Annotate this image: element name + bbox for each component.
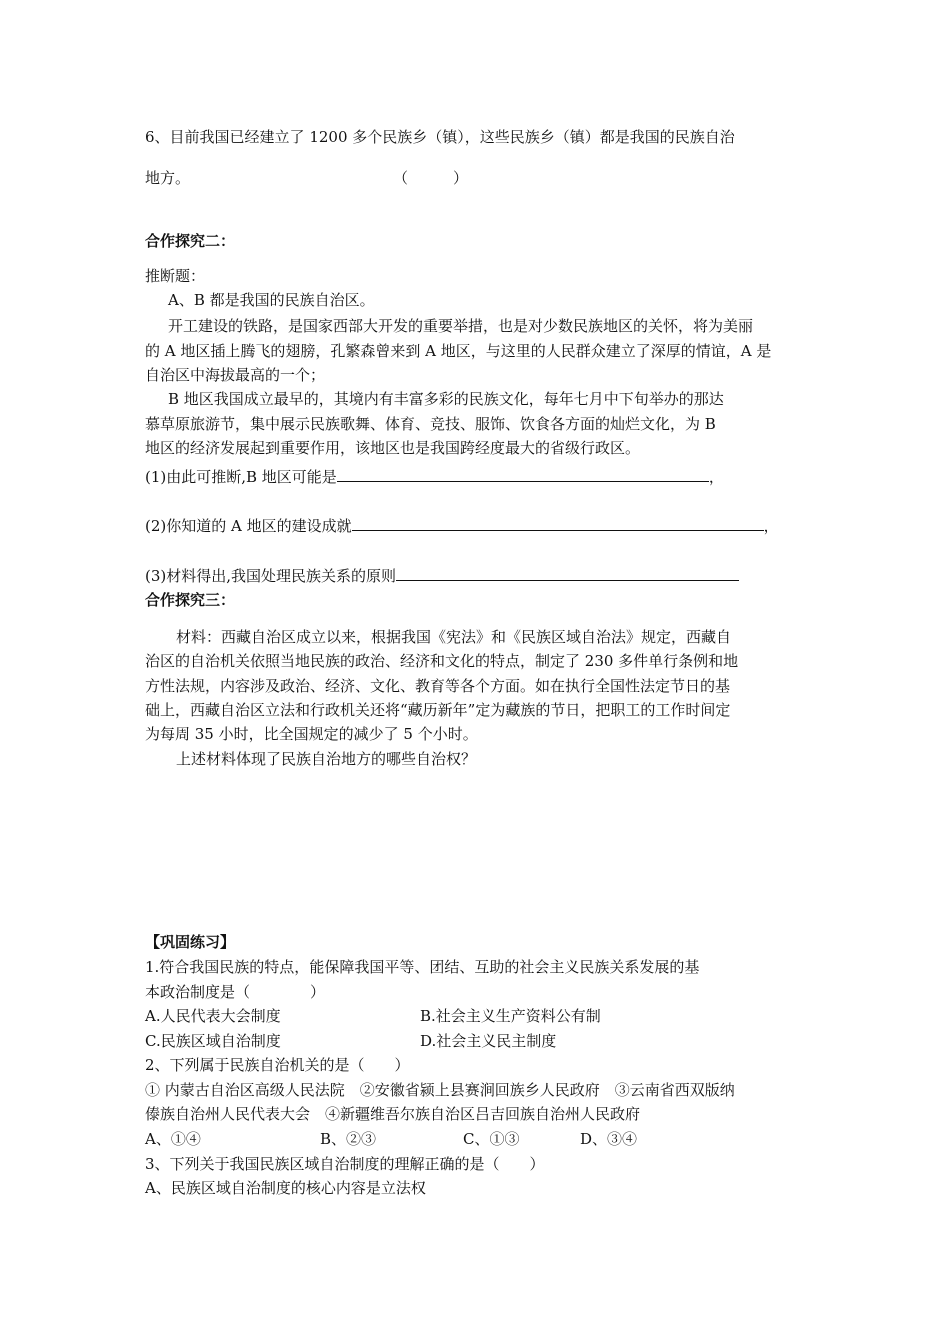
section3-material-4: 础上，西藏自治区立法和行政机关还将“藏历新年”定为藏族的节日，把职工的工作时间定 <box>145 701 731 719</box>
section2-q3-answer-blank[interactable] <box>396 564 739 581</box>
section3-heading: 合作探究三： <box>145 591 236 609</box>
practice-q1-line2: 本政治制度是（ ） <box>145 983 326 1001</box>
practice-q1-row2 <box>145 1031 557 1051</box>
practice-q1-option-a[interactable]: A.人民代表大会制度 <box>145 1007 281 1025</box>
section2-q1 <box>145 465 724 487</box>
section2-q3-text: (3)材料得出,我国处理民族关系的原则 <box>145 567 397 585</box>
practice-q2-option-c[interactable]: C、①③ <box>463 1130 520 1148</box>
section3-material-2: 治区的自治机关依照当地民族的政治、经济和文化的特点，制定了 230 多件单行条例和地 <box>145 652 739 670</box>
q6-line1: 6、目前我国已经建立了 1200 多个民族乡（镇），这些民族乡（镇）都是我国的民族自治 <box>145 128 735 146</box>
practice-q2-option-d[interactable]: D、③④ <box>580 1130 638 1148</box>
section2-intro: A、B 都是我国的民族自治区。 <box>168 291 375 309</box>
section2-para-b-2: 慕草原旅游节，集中展示民族歌舞、体育、竞技、服饰、饮食各方面的灿烂文化，为 B <box>145 415 716 433</box>
section3-material-3: 方性法规，内容涉及政治、经济、文化、教育等各个方面。如在执行全国性法定节日的基 <box>145 677 731 695</box>
practice-q2-items-2: 傣族自治州人民代表大会 ④新疆维吾尔族自治区吕吉回族自治州人民政府 <box>145 1105 641 1123</box>
section2-q2-end: ， <box>763 517 779 535</box>
q6-line2-text: 地方。 <box>145 169 191 187</box>
section2-q1-text: (1)由此可推断,B 地区可能是 <box>145 468 337 486</box>
section2-para-a-2: 的 A 地区插上腾飞的翅膀，孔繁森曾来到 A 地区，与这里的人民群众建立了深厚的情谊，A 是 <box>145 342 772 360</box>
practice-q2-option-a[interactable]: A、①④ <box>145 1130 201 1148</box>
practice-q3: 3、下列关于我国民族区域自治制度的理解正确的是（ ） <box>145 1155 545 1173</box>
q6-answer-paren[interactable]: （ ） <box>393 169 469 187</box>
section2-heading: 合作探究二： <box>145 232 236 250</box>
practice-q1-row1 <box>145 1006 601 1026</box>
section2-para-a-1: 开工建设的铁路，是国家西部大开发的重要举措，也是对少数民族地区的关怀，将为美丽 <box>168 317 754 335</box>
section2-q3 <box>145 564 739 586</box>
section3-question: 上述材料体现了民族自治地方的哪些自治权？ <box>176 750 477 768</box>
practice-q3-option-a[interactable]: A、民族区域自治制度的核心内容是立法权 <box>145 1179 426 1197</box>
section2-para-b-1: B 地区我国成立最早的，其境内有丰富多彩的民族文化，每年七月中下旬举办的那达 <box>168 390 724 408</box>
section2-q2-answer-blank[interactable] <box>352 514 764 531</box>
q6-line2 <box>145 168 469 188</box>
practice-q1-option-d[interactable]: D.社会主义民主制度 <box>420 1032 557 1050</box>
practice-q2-options <box>145 1129 638 1149</box>
section2-para-b-3: 地区的经济发展起到重要作用，该地区也是我国跨经度最大的省级行政区。 <box>145 439 641 457</box>
section3-material-1: 材料：西藏自治区成立以来，根据我国《宪法》和《民族区域自治法》规定，西藏自 <box>176 628 732 646</box>
practice-heading: 【巩固练习】 <box>145 933 236 951</box>
section2-para-a-3: 自治区中海拔最高的一个； <box>145 366 326 384</box>
section2-q2 <box>145 514 779 536</box>
practice-q2: 2、下列属于民族自治机关的是（ ） <box>145 1056 410 1074</box>
practice-q1-line1: 1.符合我国民族的特点，能保障我国平等、团结、互助的社会主义民族关系发展的基 <box>145 958 700 976</box>
section2-type: 推断题： <box>145 267 206 285</box>
practice-q1-option-c[interactable]: C.民族区域自治制度 <box>145 1032 281 1050</box>
section2-q1-answer-blank[interactable] <box>337 465 709 482</box>
section3-material-5: 为每周 35 小时，比全国规定的减少了 5 个小时。 <box>145 725 478 743</box>
practice-q1-option-b[interactable]: B.社会主义生产资料公有制 <box>420 1007 601 1025</box>
practice-q2-option-b[interactable]: B、②③ <box>320 1130 377 1148</box>
section2-q2-text: (2)你知道的 A 地区的建设成就 <box>145 517 352 535</box>
practice-q2-items-1: ① 内蒙古自治区高级人民法院 ②安徽省颍上县赛涧回族乡人民政府 ③云南省西双版纳 <box>145 1081 735 1099</box>
section2-q1-end: ， <box>708 468 724 486</box>
